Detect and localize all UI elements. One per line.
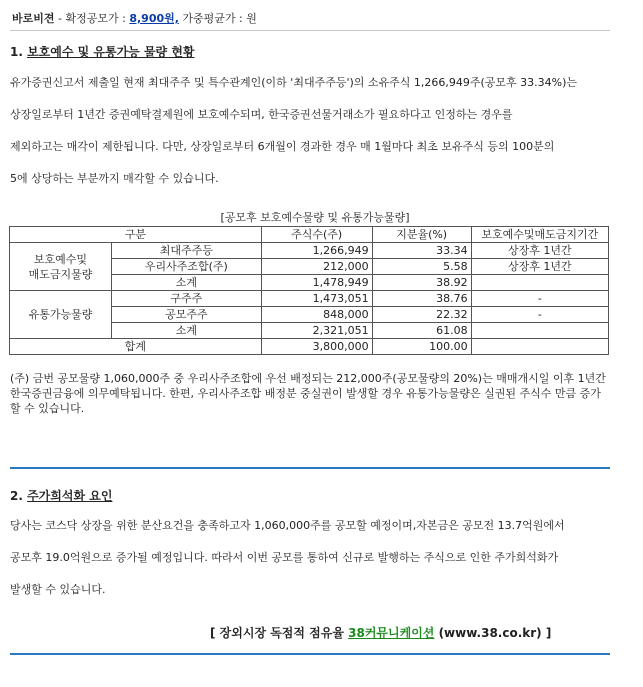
row-period <box>471 323 608 339</box>
row-name: 우리사주조합(주) <box>112 259 262 275</box>
section-1-heading: 보호예수 및 유통가능 물량 현황 <box>27 45 195 59</box>
row-shares: 1,478,949 <box>261 275 372 291</box>
header-period: 보호예수및매도금지기간 <box>471 227 608 243</box>
row-period: - <box>471 291 608 307</box>
row-name: 공모주주 <box>112 307 262 323</box>
row-period: 상장후 1년간 <box>471 259 608 275</box>
row-percent: 38.76 <box>372 291 471 307</box>
section-1-title <box>10 43 195 60</box>
section-2-heading: 주가희석화 요인 <box>27 489 113 503</box>
company-name: 바로비젼 <box>12 12 55 25</box>
row-shares: 1,473,051 <box>261 291 372 307</box>
total-percent: 100.00 <box>372 339 471 355</box>
total-period <box>471 339 608 355</box>
table-total-row <box>10 339 609 355</box>
table-footnote: (주) 금번 공모물량 1,060,000주 중 우리사주조합에 우선 배정되는 212,000주(공모물량의 20%)는 매매개시일 이후 1년간 한국증권금융에 의무예탁됩니다. 한편, 우리사주조합 배정분 중실권이 발생할 경우 유통가능물량은 실권된 주식수 만큼 증가할 수 있습니다. <box>10 372 606 415</box>
group-tradable-label: 유통가능물량 <box>10 291 112 339</box>
row-period: - <box>471 307 608 323</box>
row-percent: 61.08 <box>372 323 471 339</box>
group-lockup-label-line: 보호예수및 <box>33 252 88 266</box>
section-divider <box>10 467 610 469</box>
paragraph-line: 공모후 19.0억원으로 증가될 예정입니다. 따라서 이번 공모를 통하여 신규로 발행하는 주식으로 인한 주가희석화가 <box>10 551 559 564</box>
total-shares: 3,800,000 <box>261 339 372 355</box>
row-percent: 5.58 <box>372 259 471 275</box>
header-dash: - <box>54 12 66 25</box>
row-name: 최대주주등 <box>112 243 262 259</box>
paragraph-line: 당사는 코스닥 상장을 위한 분산요건을 충족하고자 1,060,000주를 공모할 예정이며,자본금은 공모전 13.7억원에서 <box>10 519 565 532</box>
header-divider <box>10 30 610 31</box>
lockup-table <box>9 226 609 355</box>
promo-prefix: [ 장외시장 독점적 점유율 <box>210 626 349 640</box>
row-percent: 33.34 <box>372 243 471 259</box>
table-row <box>10 243 609 259</box>
header-percent: 지분율(%) <box>372 227 471 243</box>
promo-link[interactable]: 38커뮤니케이션 <box>348 626 435 640</box>
row-name: 구주주 <box>112 291 262 307</box>
section-2-title <box>10 487 112 504</box>
group-lockup-label <box>10 243 112 291</box>
header-category: 구분 <box>10 227 262 243</box>
section-2-number: 2. <box>10 489 28 503</box>
footer-divider <box>10 653 610 655</box>
row-name: 소계 <box>112 323 262 339</box>
table-caption: [공모후 보호예수물량 및 유통가능물량] <box>220 211 410 224</box>
row-shares: 848,000 <box>261 307 372 323</box>
section-2-paragraph <box>10 510 635 606</box>
paragraph-line: 5에 상당하는 부분까지 매각할 수 있습니다. <box>10 172 219 185</box>
paragraph-line: 제외하고는 매각이 제한됩니다. 다만, 상장일로부터 6개월이 경과한 경우 매 1월마다 최초 보유주식 등의 100분의 <box>10 140 555 153</box>
paragraph-line: 상장일로부터 1년간 증권예탁결제원에 보호예수되며, 한국증권선물거래소가 필요하다고 인정하는 경우를 <box>10 108 513 121</box>
row-shares: 2,321,051 <box>261 323 372 339</box>
group-lockup-label-line: 매도금지물량 <box>28 267 93 281</box>
row-percent: 38.92 <box>372 275 471 291</box>
row-shares: 212,000 <box>261 259 372 275</box>
table-header-row <box>10 227 609 243</box>
page-header <box>12 10 257 26</box>
header-shares: 주식수(주) <box>261 227 372 243</box>
row-period: 상장후 1년간 <box>471 243 608 259</box>
row-percent: 22.32 <box>372 307 471 323</box>
section-1-number: 1. <box>10 45 28 59</box>
paragraph-line: 발생할 수 있습니다. <box>10 583 106 596</box>
row-shares: 1,266,949 <box>261 243 372 259</box>
weighted-average-label: 가중평균가 : 원 <box>178 12 257 25</box>
total-label: 합계 <box>10 339 262 355</box>
paragraph-line: 유가증권신고서 제출일 현재 최대주주 및 특수관계인(이하 '최대주주등')의 소유주식 1,266,949주(공모후 33.34%)는 <box>10 76 578 89</box>
table-row <box>10 291 609 307</box>
confirmed-price-value: 8,900원, <box>129 12 179 25</box>
section-1-paragraph <box>10 67 635 195</box>
promo-suffix: (www.38.co.kr) ] <box>434 626 552 640</box>
promo-banner <box>210 624 551 641</box>
row-period <box>471 275 608 291</box>
confirmed-price-label: 확정공모가 : <box>65 12 130 25</box>
row-name: 소계 <box>112 275 262 291</box>
